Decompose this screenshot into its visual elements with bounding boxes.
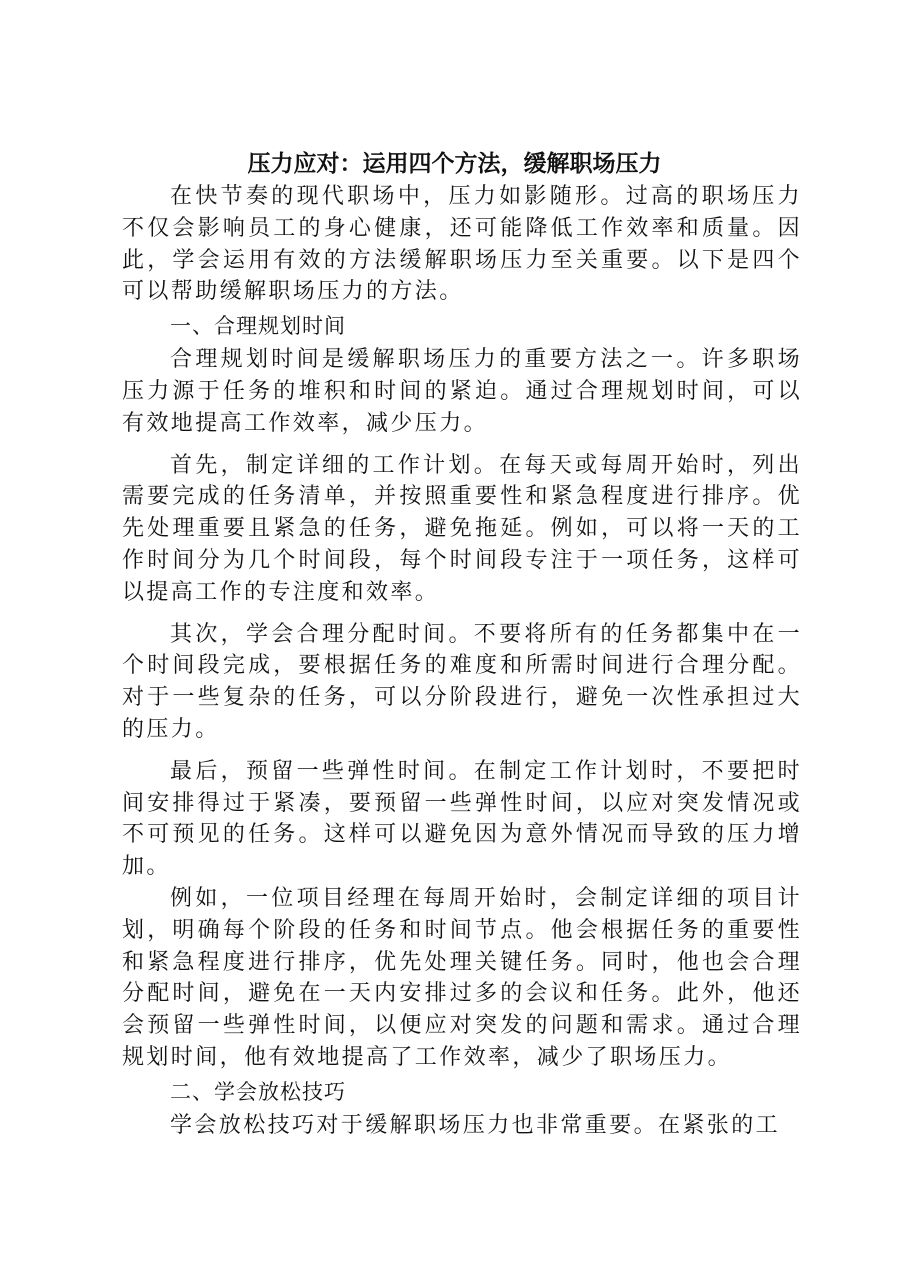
section-heading-relaxation: 二、学会放松技巧 — [170, 1079, 346, 1104]
document-body — [122, 181, 802, 1142]
section-heading-time-planning: 一、合理规划时间 — [170, 314, 346, 339]
body-paragraph: 例如，一位项目经理在每周开始时，会制定详细的项目计划，明确每个阶段的任务和时间节点。他会根据任务的重要性和紧急程度进行排序，优先处理关键任务。同时，他也会合理分配时间，避免在一天内安排过多的会议和任务。此外，他还会预留一些弹性时间，以便应对突发的问题和需求。通过合理规划时间，他有效地提高了工作效率，减少了职场压力。 — [122, 885, 802, 1070]
body-paragraph: 学会放松技巧对于缓解职场压力也非常重要。在紧张的工 — [170, 1112, 781, 1138]
document-title: 压力应对：运用四个方法，缓解职场压力 — [247, 150, 662, 177]
intro-paragraph: 在快节奏的现代职场中，压力如影随形。过高的职场压力不仅会影响员工的身心健康，还可能降低工作效率和质量。因此，学会运用有效的方法缓解职场压力至关重要。以下是四个可以帮助缓解职场压力的方法。 — [122, 184, 802, 305]
body-paragraph: 其次，学会合理分配时间。不要将所有的任务都集中在一个时间段完成，要根据任务的难度和所需时间进行合理分配。对于一些复杂的任务，可以分阶段进行，避免一次性承担过大的压力。 — [122, 621, 802, 742]
body-paragraph: 首先，制定详细的工作计划。在每天或每周开始时，列出需要完成的任务清单，并按照重要性和紧急程度进行排序。优先处理重要且紧急的任务，避免拖延。例如，可以将一天的工作时间分为几个时间段，每个时间段专注于一项任务，这样可以提高工作的专注度和效率。 — [122, 452, 802, 605]
body-paragraph: 合理规划时间是缓解职场压力的重要方法之一。许多职场压力源于任务的堆积和时间的紧迫。通过合理规划时间，可以有效地提高工作效率，减少压力。 — [122, 347, 802, 436]
body-paragraph: 最后，预留一些弹性时间。在制定工作计划时，不要把时间安排得过于紧凑，要预留一些弹性时间，以应对突发情况或不可预见的任务。这样可以避免因为意外情况而导致的压力增加。 — [122, 758, 802, 880]
